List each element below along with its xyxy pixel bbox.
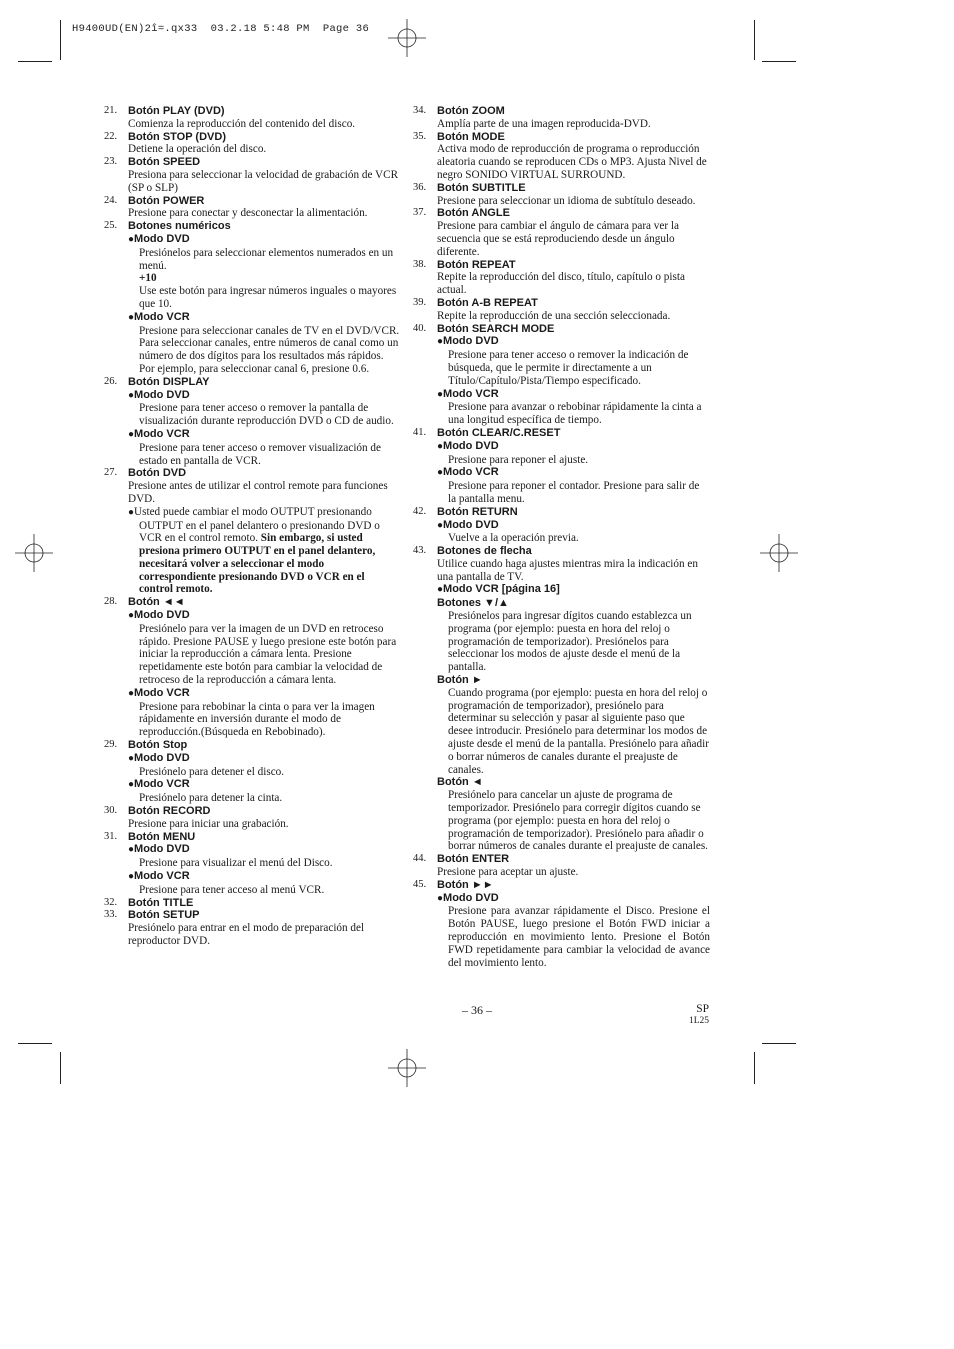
mode-text: Presiónelo para detener el disco. bbox=[139, 765, 285, 778]
mode-text: Presione para tener acceso o remover la pantalla de visualización durante reproducción DVD o CD de audio. bbox=[139, 402, 394, 428]
mode-label-text: Modo DVD bbox=[134, 232, 190, 245]
item-title: Botón MODE bbox=[437, 130, 505, 143]
list-item bbox=[413, 879, 710, 970]
mode-block bbox=[437, 892, 710, 970]
mode-label bbox=[437, 466, 710, 480]
mode-label bbox=[437, 519, 710, 533]
list-item bbox=[413, 323, 710, 427]
item-number: 38. bbox=[413, 258, 427, 270]
mode-block bbox=[437, 440, 710, 467]
crop-mark bbox=[762, 61, 796, 62]
mode-label-text: Modo VCR bbox=[134, 870, 190, 883]
list-item bbox=[413, 545, 710, 853]
mode-label bbox=[128, 233, 400, 247]
mode-label-text: Modo DVD bbox=[443, 891, 499, 904]
bullet-icon: ● bbox=[128, 233, 135, 245]
mode-label bbox=[128, 687, 400, 701]
list-item bbox=[413, 207, 710, 258]
mode-block bbox=[437, 583, 710, 853]
list-item bbox=[413, 182, 710, 208]
registration-mark-icon bbox=[15, 534, 53, 572]
bullet-icon: ● bbox=[128, 610, 135, 622]
bullet-icon: ● bbox=[128, 779, 135, 791]
item-title: Botón MENU bbox=[128, 830, 196, 843]
sub-text: Presiónelos para ingresar dígitos cuando establezca un programa (por ejemplo: puesta en hora del reloj o programación de temporizador). Presiónelos para seleccionar los modos de ajuste desde el menú de la pantalla. bbox=[448, 610, 692, 674]
item-number: 37. bbox=[413, 207, 427, 219]
crop-mark bbox=[18, 1043, 52, 1044]
item-title: Botón SEARCH MODE bbox=[437, 322, 555, 335]
item-number: 43. bbox=[413, 545, 427, 557]
sub-text: Cuando programa (por ejemplo: puesta en hora del reloj o programación de temporizador), presiónelo para determinar su selección y pasar al siguiente paso que desee introducir. Presiónelo para determinar los modos de ajuste desde el menú de la pantalla. Presiónelo para añadir o borrar números de canales durante el preajuste de canales. bbox=[448, 686, 709, 776]
item-number: 44. bbox=[413, 853, 427, 865]
item-description: Presiónelo para entrar en el modo de preparación del reproductor DVD. bbox=[128, 922, 365, 947]
mode-label bbox=[437, 335, 710, 349]
item-title: Botón TITLE bbox=[128, 896, 194, 909]
list-item bbox=[413, 297, 710, 323]
mode-text: Presione para tener acceso o remover la indicación de búsqueda, que le permite ir directamente a un Título/Capítulo/Pista/Tiempo especificado. bbox=[448, 349, 689, 387]
crop-mark bbox=[18, 61, 52, 62]
bullet-icon: ● bbox=[128, 844, 135, 856]
item-number: 28. bbox=[104, 596, 118, 608]
item-description: Detiene la operación del disco. bbox=[128, 143, 267, 156]
list-item bbox=[104, 131, 400, 157]
list-item bbox=[104, 376, 400, 468]
item-title: Botón A-B REPEAT bbox=[437, 296, 538, 309]
item-title: Botón Stop bbox=[128, 739, 188, 752]
list-item bbox=[104, 739, 400, 805]
mode-block bbox=[437, 466, 710, 505]
bullet-icon: ● bbox=[128, 428, 135, 440]
bullet-icon: ● bbox=[128, 752, 135, 764]
item-number: 30. bbox=[104, 805, 118, 817]
list-item bbox=[104, 831, 400, 897]
item-number: 41. bbox=[413, 426, 427, 438]
item-number: 31. bbox=[104, 830, 118, 842]
mode-block bbox=[128, 233, 400, 311]
note-text: Usted puede cambiar el modo OUTPUT presionando OUTPUT en el panel delantero o presionando DVD o VCR en el control remoto. bbox=[134, 505, 380, 545]
item-title: Botón PLAY (DVD) bbox=[128, 105, 225, 117]
mode-label-text: Modo VCR [página 16] bbox=[443, 583, 560, 596]
crop-mark bbox=[762, 1043, 796, 1044]
item-title: Botón ◄◄ bbox=[128, 596, 185, 609]
item-description: Activa modo de reproducción de programa o reproducción aleatoria cuando se reproducen CDs o MP3. Ajusta Nivel de negro SONIDO VIRTUAL SURROUND. bbox=[437, 143, 707, 181]
crop-mark bbox=[754, 20, 755, 60]
mode-label bbox=[128, 389, 400, 403]
mode-block bbox=[128, 687, 400, 739]
item-note bbox=[128, 506, 400, 597]
mode-label-text: Modo VCR bbox=[134, 686, 190, 699]
note-bold-text: Sin embargo, si usted presiona primero OUTPUT en el panel delantero, necesitará volver a seleccionar el modo correspondiente presionando DVD o VCR en el control remoto. bbox=[139, 532, 376, 596]
bullet-icon: ● bbox=[437, 440, 444, 452]
mode-block bbox=[437, 519, 710, 546]
list-item bbox=[104, 467, 400, 596]
mode-text: Presione para tener acceso o remover visualización de estado en pantalla de VCR. bbox=[139, 441, 381, 467]
item-title: Botón CLEAR/C.RESET bbox=[437, 426, 561, 439]
item-description: Amplía parte de una imagen reproducida-DVD. bbox=[437, 117, 651, 130]
left-column bbox=[104, 105, 400, 948]
item-description: Presione para aceptar un ajuste. bbox=[437, 866, 579, 879]
mode-label bbox=[128, 609, 400, 623]
item-description: Repite la reproducción del disco, título, capítulo o pista actual. bbox=[437, 271, 685, 297]
mode-label-text: Modo DVD bbox=[443, 439, 499, 452]
item-number: 36. bbox=[413, 181, 427, 193]
item-number: 29. bbox=[104, 739, 118, 751]
crop-mark bbox=[60, 20, 61, 60]
mode-text: Presione para reponer el ajuste. bbox=[448, 453, 589, 466]
mode-text: Presione para avanzar o rebobinar rápidamente la cinta a una longitud específica de tiempo. bbox=[448, 401, 702, 427]
list-item bbox=[413, 853, 710, 879]
item-title: Botón SUBTITLE bbox=[437, 181, 526, 194]
bullet-icon: ● bbox=[437, 584, 444, 596]
mode-block bbox=[128, 609, 400, 687]
item-title: Botón ENTER bbox=[437, 853, 510, 866]
item-number: 27. bbox=[104, 467, 118, 479]
mode-block bbox=[128, 752, 400, 779]
mode-block bbox=[128, 311, 400, 376]
right-column bbox=[413, 105, 710, 969]
item-number: 21. bbox=[104, 105, 118, 116]
mode-text: Presiónelo para detener la cinta. bbox=[139, 792, 283, 805]
language-code bbox=[689, 1003, 709, 1027]
mode-label-text: Modo VCR bbox=[134, 310, 190, 323]
item-number: 33. bbox=[104, 909, 118, 921]
mode-text: Presione para tener acceso al menú VCR. bbox=[139, 883, 325, 896]
item-number: 34. bbox=[413, 105, 427, 116]
sub-label: Botón ◄ bbox=[437, 776, 483, 789]
mode-label-text: Modo DVD bbox=[134, 609, 190, 622]
item-title: Botón ANGLE bbox=[437, 207, 510, 220]
item-number: 25. bbox=[104, 220, 118, 232]
mode-block bbox=[128, 843, 400, 870]
bullet-icon: ● bbox=[437, 892, 444, 904]
item-title: Botones numéricos bbox=[128, 220, 231, 233]
bullet-icon: ● bbox=[128, 389, 135, 401]
item-description: Presione para seleccionar un idioma de subtítulo deseado. bbox=[437, 194, 696, 207]
item-number: 23. bbox=[104, 156, 118, 168]
item-title: Botón POWER bbox=[128, 194, 205, 207]
mode-text: Presione para visualizar el menú del Disco. bbox=[139, 857, 333, 870]
item-number: 35. bbox=[413, 130, 427, 142]
item-title: Botón SPEED bbox=[128, 156, 201, 169]
mode-label-text: Modo VCR bbox=[134, 778, 190, 791]
item-title: Botón REPEAT bbox=[437, 258, 516, 271]
sub-label: Botones ▼/▲ bbox=[437, 597, 509, 610]
item-title: Botón DVD bbox=[128, 467, 187, 480]
item-description: Presione para cambiar el ángulo de cámara para ver la secuencia que se está reproduciendo desde un ángulo diferente. bbox=[437, 220, 679, 258]
list-item bbox=[104, 805, 400, 831]
list-item bbox=[104, 195, 400, 221]
item-title: Botón SETUP bbox=[128, 909, 200, 922]
mode-text: Presione para seleccionar canales de TV en el DVD/VCR. Para seleccionar canales, entre números de canal como un número de dos dígitos para los resultados más rápidos. Por ejemplo, para seleccionar canal 6, presione 0.6. bbox=[139, 324, 400, 375]
bullet-icon: ● bbox=[437, 467, 444, 479]
sub-text: Presiónelo para cancelar un ajuste de programa de temporizador. Presiónelo para corregir dígitos cuando se programa (por ejemplo: puesta en hora del reloj o programación de temporizador). Presiónelo para añadir o borrar números de canales durante el preajuste de canales. bbox=[448, 789, 708, 853]
list-item bbox=[413, 259, 710, 297]
mode-label bbox=[128, 311, 400, 325]
mode-block bbox=[128, 870, 400, 897]
list-item bbox=[104, 156, 400, 194]
item-description: Presione para conectar y desconectar la alimentación. bbox=[128, 207, 368, 220]
registration-mark-icon bbox=[388, 19, 426, 57]
mode-text: Vuelve a la operación previa. bbox=[448, 532, 579, 545]
mode-label-text: Modo DVD bbox=[443, 335, 499, 348]
mode-text: Presiónelo para ver la imagen de un DVD en retroceso rápido. Presione PAUSE y luego presione este botón para iniciar la reproducción a cámara lenta. Presione repetidamente este botón para cambiar la velocidad de retroceso de la reproducción a cámara lenta. bbox=[139, 622, 397, 687]
list-item bbox=[104, 596, 400, 739]
bullet-icon: ● bbox=[437, 336, 444, 348]
list-item bbox=[104, 897, 400, 910]
item-title: Botón DISPLAY bbox=[128, 375, 210, 388]
item-title: Botón ZOOM bbox=[437, 105, 505, 117]
doc-code: 1L25 bbox=[688, 1016, 709, 1026]
mode-block bbox=[128, 389, 400, 428]
item-title: Botones de flecha bbox=[437, 545, 532, 558]
mode-label-text: Modo DVD bbox=[134, 388, 190, 401]
mode-label bbox=[128, 428, 400, 442]
list-item bbox=[104, 105, 400, 131]
mode-block bbox=[437, 335, 710, 387]
registration-mark-icon bbox=[760, 534, 798, 572]
mode-label-text: Modo DVD bbox=[134, 751, 190, 764]
mode-text: Presione para reponer el contador. Presione para salir de la pantalla menu. bbox=[448, 480, 700, 505]
mode-label bbox=[128, 870, 400, 884]
list-item bbox=[413, 427, 710, 506]
mode-label bbox=[437, 892, 710, 906]
item-number: 39. bbox=[413, 296, 427, 308]
list-item bbox=[104, 220, 400, 376]
item-description: Presione para iniciar una grabación. bbox=[128, 817, 289, 830]
bullet-icon: ● bbox=[128, 687, 135, 699]
item-title: Botón RETURN bbox=[437, 505, 518, 518]
item-title: Botón STOP (DVD) bbox=[128, 130, 226, 143]
mode-block bbox=[128, 428, 400, 467]
item-description: Comienza la reproducción del contenido del disco. bbox=[128, 117, 356, 130]
bullet-icon: ● bbox=[437, 388, 444, 400]
item-number: 24. bbox=[104, 194, 118, 206]
crop-mark bbox=[754, 1052, 755, 1084]
item-number: 42. bbox=[413, 505, 427, 517]
item-description: Utilice cuando haga ajustes mientras mira la indicación en una pantalla de TV. bbox=[437, 557, 698, 583]
mode-label-text: Modo VCR bbox=[134, 427, 190, 440]
extra-title: +10 bbox=[139, 272, 157, 285]
item-title: Botón RECORD bbox=[128, 805, 211, 818]
mode-block bbox=[128, 778, 400, 805]
bullet-icon: ● bbox=[128, 311, 135, 323]
mode-label-text: Modo DVD bbox=[134, 843, 190, 856]
list-item bbox=[413, 506, 710, 545]
mode-label bbox=[128, 752, 400, 766]
mode-label-text: Modo VCR bbox=[443, 466, 499, 479]
mode-label bbox=[437, 388, 710, 402]
list-item bbox=[104, 909, 400, 947]
item-number: 45. bbox=[413, 878, 427, 890]
item-description: Presiona para seleccionar la velocidad de grabación de VCR (SP o SLP) bbox=[128, 168, 399, 194]
item-description: Repite la reproducción de una sección seleccionada. bbox=[437, 309, 671, 322]
lang-code: SP bbox=[696, 1003, 709, 1015]
list-item bbox=[413, 105, 710, 131]
page-number: – 36 – bbox=[462, 1003, 492, 1017]
mode-label bbox=[128, 843, 400, 857]
extra-text: Use este botón para ingresar números inguales o mayores que 10. bbox=[139, 285, 397, 310]
bullet-icon: ● bbox=[128, 506, 135, 518]
item-number: 40. bbox=[413, 322, 427, 334]
mode-label bbox=[437, 583, 710, 597]
sub-label: Botón ► bbox=[437, 674, 483, 687]
crop-mark bbox=[60, 1052, 61, 1084]
mode-text: Presione para rebobinar la cinta o para ver la imagen rápidamente en inversión durante el modo de reproducción.(Búsqueda en Rebobinado). bbox=[139, 700, 375, 739]
mode-label-text: Modo VCR bbox=[443, 387, 499, 400]
mode-label-text: Modo DVD bbox=[443, 518, 499, 531]
list-item bbox=[413, 131, 710, 182]
item-title: Botón ►► bbox=[437, 878, 494, 891]
bullet-icon: ● bbox=[128, 871, 135, 883]
registration-mark-icon bbox=[388, 1049, 426, 1087]
mode-block bbox=[437, 388, 710, 427]
print-header: H9400UD(EN)2î=.qx33 03.2.18 5:48 PM Page 36 bbox=[72, 23, 370, 35]
mode-label bbox=[437, 440, 710, 454]
item-number: 26. bbox=[104, 375, 118, 387]
mode-text: Presiónelos para seleccionar elementos numerados en un menú. bbox=[139, 246, 394, 272]
mode-text: Presione para avanzar rápidamente el Disco. Presione el Botón PAUSE, luego presione el Botón FWD iniciar a reproducción en movimiento lento. Presione el Botón FWD repetidamente para cambiar la velocidad de avance del movimiento lento. bbox=[448, 905, 710, 969]
bullet-icon: ● bbox=[437, 519, 444, 531]
item-number: 32. bbox=[104, 896, 118, 908]
item-description: Presione antes de utilizar el control remote para funciones DVD. bbox=[128, 480, 388, 505]
mode-label bbox=[128, 778, 400, 792]
item-number: 22. bbox=[104, 130, 118, 142]
